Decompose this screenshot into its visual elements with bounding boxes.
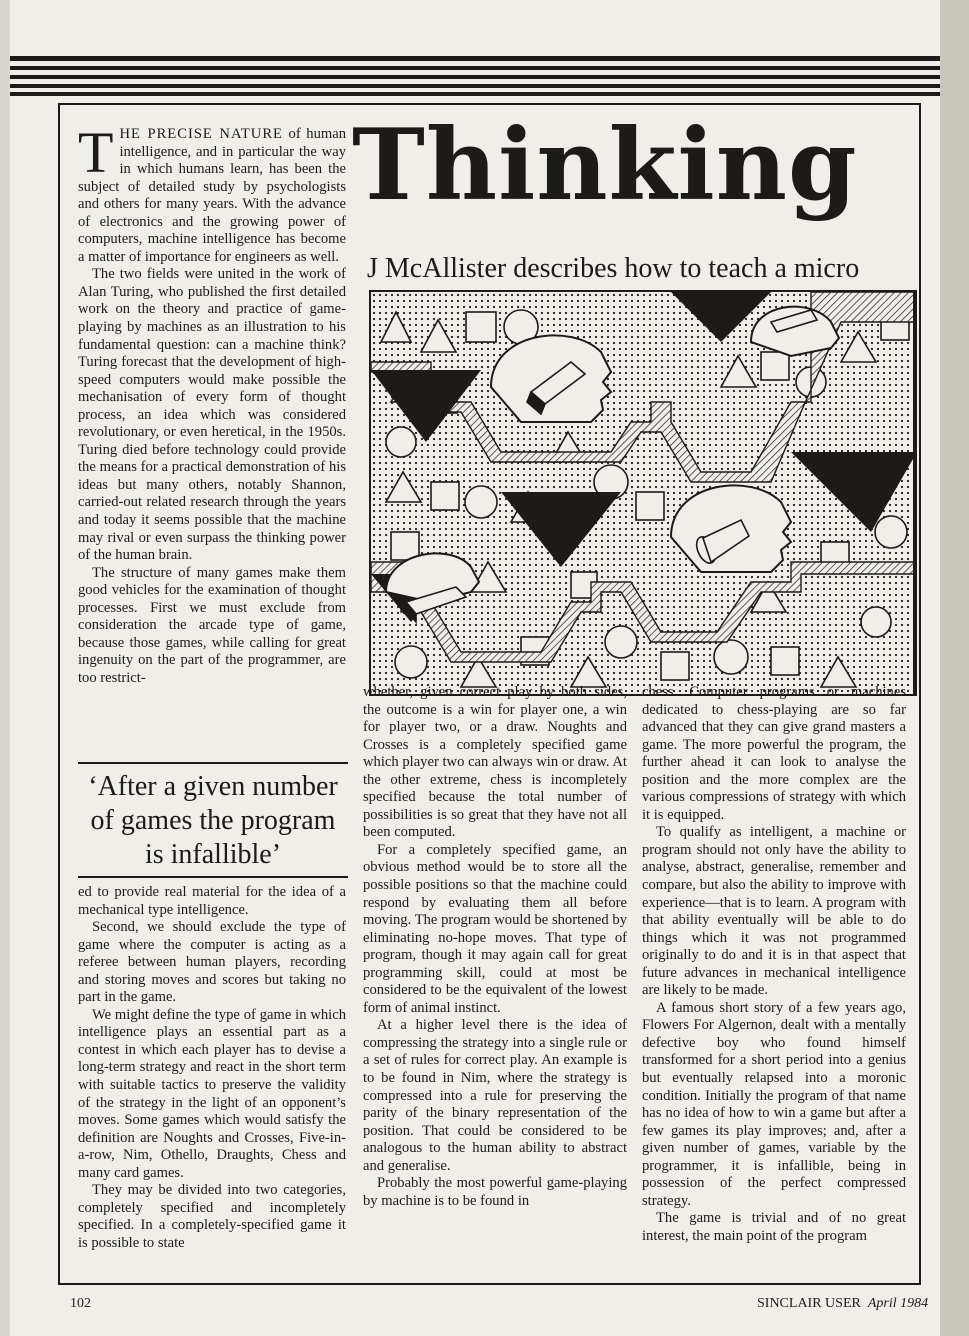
lead-caps: HE PRECISE NATURE xyxy=(119,126,283,142)
lead-paragraph xyxy=(78,120,346,266)
paragraph: Probably the most powerful game-playing by machine is to be found in xyxy=(363,1175,627,1209)
header-rule xyxy=(10,84,940,88)
paragraph: Second, we should exclude the type of game where the computer is acting as a referee between human players, recording and storing moves and scores but taking no part in the game. xyxy=(78,919,346,1006)
illustration-side-rule xyxy=(915,290,917,696)
column-2 xyxy=(363,684,627,1210)
column-3 xyxy=(642,684,906,1246)
magazine-name: SINCLAIR USER xyxy=(757,1296,861,1311)
header-rule xyxy=(10,66,940,70)
pull-quote-rule xyxy=(78,762,348,764)
paragraph: We might define the type of game in which intelligence plays an essential part as a contest in which each player has to devise a long-term strategy and react in the short term with suitable tactics to preserve the validity of the strategy in the light of an opponent’s moves. Some games which would satisfy the definition are Noughts and Crosses, Five-in-a-row, Nim, Othello, Draughts, Chess and many card games. xyxy=(78,1006,346,1181)
column-1-bottom xyxy=(78,884,346,1252)
head-silhouettes-geometric-shapes-illustration xyxy=(369,290,915,696)
folio-line xyxy=(757,1296,928,1312)
header-rule xyxy=(10,92,940,96)
paragraph: whether, given correct play by both sides, the outcome is a win for player one, a win for player two, or a draw. Noughts and Crosses is a completely specified game which player two can always win or draw. At the other extreme, chess is incompletely specified because the total number of possibilities is so great that they have not all been computed. xyxy=(363,684,627,841)
paragraph: A famous short story of a few years ago, Flowers For Algernon, dealt with a mentally defective boy who found himself transformed for a short period into a genius but eventually relapsed into a moronic condition. Initially the program of that name has no idea of how to win a game but after a few games its play improves; and, after a given number of games, variable by the programmer, it is infallible, being in possession of the perfect compressed strategy. xyxy=(642,999,906,1209)
page-number: 102 xyxy=(70,1296,91,1311)
article-byline: J McAllister describes how to teach a micro xyxy=(367,253,860,284)
paragraph: At a higher level there is the idea of compressing the strategy into a single rule or a set of rules for correct play. An example is to be found in Nim, where the strategy is compressed into a rule for preserving the parity of the binary representation of the position. That could be considered to be analogous to the human ability to abstract and generalise. xyxy=(363,1017,627,1174)
adjacent-page-edge xyxy=(940,0,969,1336)
paragraph: chess. Computer programs or machines dedicated to chess-playing are so far advanced that they can give grand masters a game. The more powerful the program, the further ahead it can look to analyse the position and the more complex are the various compressions of strategy with which it is equipped. xyxy=(642,684,906,823)
lead-text: of human intelligence, and in particular the way in which humans learn, has been the subject of detailed study by psychologists and others for many years. With the advance of electronics and the growing power of computers, machine intelligence has become a matter of importance for engineers as well. xyxy=(78,126,346,265)
header-rule xyxy=(10,56,940,61)
issue-date: April 1984 xyxy=(867,1296,929,1311)
article-title: Thinking xyxy=(352,108,858,223)
paragraph: The game is trivial and of no great interest, the main point of the program xyxy=(642,1210,906,1244)
pull-quote: ‘After a given number of games the program is infallible’ xyxy=(88,771,338,870)
drop-cap: T xyxy=(78,120,114,185)
paragraph: To qualify as intelligent, a machine or program should not only have the ability to analyse, abstract, generalise, remember and compare, but also the ability to improve with experience—that is to learn. A program with that ability eventually will be able to do things which it was not programmed originally to do and it is in that aspect that future advances in mechanical intelligence are likely to be made. xyxy=(642,824,906,999)
paragraph: ed to provide real material for the idea of a mechanical type intelligence. xyxy=(78,884,346,918)
paragraph: They may be divided into two categories, completely specified and incompletely specified. In a completely-specified game it is possible to state xyxy=(78,1182,346,1251)
paragraph: For a completely specified game, an obvious method would be to store all the possible positions so that the machine could respond by evaluating them all before moving. The program would be shortened by eliminating no-hope moves. That type of program, though it may again call for great programming skill, could at most be considered to be the equivalent of the lowest form of animal instinct. xyxy=(363,841,627,1016)
paragraph: The structure of many games make them good vehicles for the examination of thought processes. First we must exclude from consideration the arcade type of game, because those games, while calling for great ingenuity on the part of the programmer, are too restrict- xyxy=(78,564,346,686)
pull-quote-rule xyxy=(78,876,348,878)
header-rule xyxy=(10,75,940,79)
paragraph: The two fields were united in the work of Alan Turing, who published the first detailed work on the theory and practice of game-playing by machines as an illustration to his fundamental question: can a machine think? Turing forecast that the development of high-speed computers would make possible the mechanisation of every form of thought process, an idea which was considered revolutionary, or even heretical, in the 1950s. Turing died before technology could provide the means for a practical demonstration of his ideas but many others, notably Shannon, carried-out related research through the years and today it seems possible that the machine may rival or even surpass the thinking power of the human brain. xyxy=(78,266,346,564)
column-1-top xyxy=(78,120,346,688)
